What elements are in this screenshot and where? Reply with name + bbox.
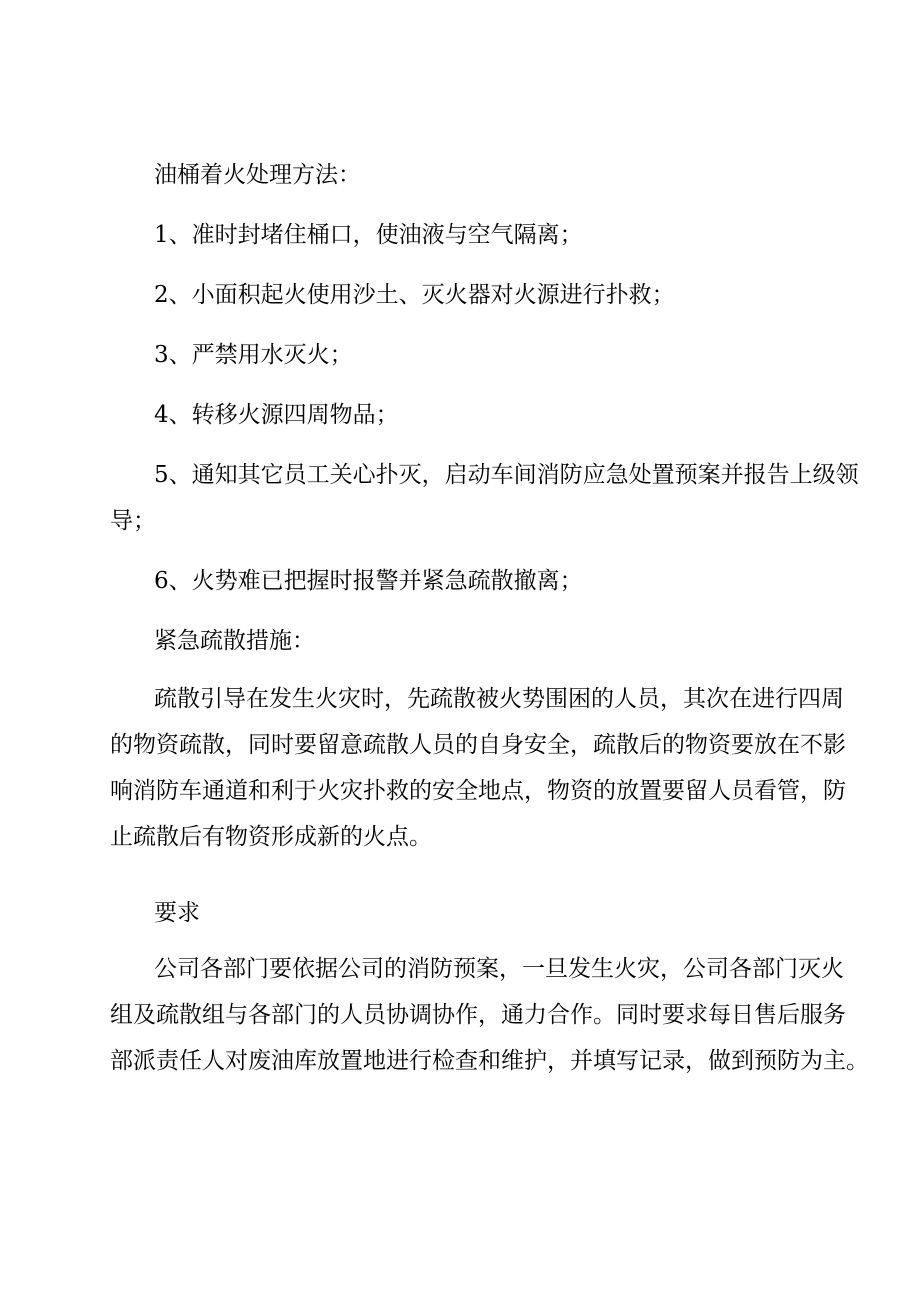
evac-line-1: 疏散引导在发生火灾时，先疏散被火势围困的人员，其次在进行四周 xyxy=(154,686,844,712)
evac-line-2: 的物资疏散，同时要留意疏散人员的自身安全，疏散后的物资要放在不影 xyxy=(110,732,846,758)
fire-heading: 油桶着火处理方法： xyxy=(154,162,361,188)
req-heading: 要求 xyxy=(154,900,200,926)
fire-step-1: 1、准时封堵住桶口，使油液与空气隔离； xyxy=(154,222,583,248)
fire-step-6: 6、火势难已把握时报警并紧急疏散撤离； xyxy=(154,568,583,594)
fire-step-5: 5、通知其它员工关心扑灭，启动车间消防应急处置预案并报告上级领 xyxy=(154,462,859,488)
fire-step-4: 4、转移火源四周物品； xyxy=(154,402,399,428)
req-line-2: 组及疏散组与各部门的人员协调协作，通力合作。同时要求每日售后服务 xyxy=(110,1002,846,1028)
fire-step-5-continued: 导； xyxy=(110,508,156,534)
fire-step-2: 2、小面积起火使用沙土、灭火器对火源进行扑救； xyxy=(154,282,675,308)
req-line-1: 公司各部门要依据公司的消防预案，一旦发生火灾，公司各部门灭火 xyxy=(154,956,844,982)
req-line-3: 部派责任人对废油库放置地进行检查和维护，并填写记录，做到预防为主。 xyxy=(110,1048,869,1074)
evac-heading: 紧急疏散措施： xyxy=(154,628,315,654)
evac-line-3: 响消防车通道和利于火灾扑救的安全地点，物资的放置要留人员看管，防 xyxy=(110,778,846,804)
fire-step-3: 3、严禁用水灭火； xyxy=(154,342,353,368)
evac-line-4: 止疏散后有物资形成新的火点。 xyxy=(110,824,432,850)
